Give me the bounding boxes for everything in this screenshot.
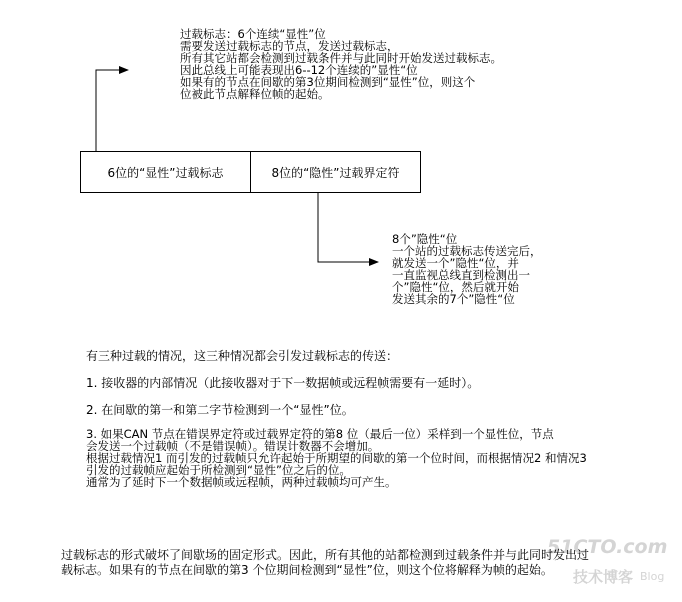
condition-item-3-line: 通常为了延时下一个数据帧或远程帧，两种过载帧均可产生。: [86, 475, 397, 489]
right-note-line: 就发送一个”隐性“位，并: [392, 256, 519, 270]
right-note-line: 个”隐性“位，然后就开始: [392, 280, 519, 294]
top-note-line: 因此总线上可能表现出6--12个连续的”显性“位: [180, 63, 418, 77]
right-note-line: 一个站的过载标志传送完后，: [392, 244, 542, 258]
overload-frame-box: [80, 151, 421, 193]
condition-item-3-line: 会发送一个过载帧（不是错误帧）。错误计数器不会增加。: [86, 439, 380, 453]
condition-item-2: 2. 在间歇的第一和第二字节检测到一个“显性”位。: [86, 403, 354, 417]
footer-line: 载标志。如果有的节点在间歇的第3 个位期间检测到“显性”位，则这个位将解释为帧的起始。: [61, 563, 553, 577]
right-note-line: 8个”隐性“位: [392, 232, 458, 246]
overload-delimiter-cell: 8位的“隐性”过载界定符: [250, 152, 420, 192]
watermark-site: 51CTO.com: [547, 536, 668, 558]
top-note-line: 所有其它站都会检测到过载条件并与此同时开始发送过载标志。: [180, 51, 502, 65]
top-note-line: 位被此节点解释位帧的起始。: [180, 87, 330, 101]
right-note: [392, 233, 542, 305]
condition-item-3-line: 根据过载情况1 而引发的过载帧只允许起始于所期望的间歇的第一个位时间，而根据情况2 和情况3: [86, 451, 587, 465]
top-note-line: 过载标志：6个连续“显性”位: [180, 27, 326, 41]
condition-item-3: [86, 428, 587, 488]
footer-paragraph: [61, 548, 589, 578]
conditions-intro: 有三种过载的情况，这三种情况都会引发过载标志的传送：: [86, 349, 399, 363]
footer-line: 过载标志的形式破坏了间歇场的固定形式。因此，所有其他的站都检测到过载条件并与此同时发出过: [61, 548, 590, 562]
top-note-line: 如果有的节点在间歇的第3位期间检测到“显性”位，则这个: [180, 75, 476, 89]
right-note-line: 发送其余的7个”隐性“位: [392, 292, 515, 306]
condition-item-3-line: 3. 如果CAN 节点在错误界定符或过载界定符的第8 位（最后一位）采样到一个显性位，节点: [86, 427, 554, 441]
top-note-line: 需要发送过载标志的节点，发送过载标志，: [180, 39, 399, 53]
overload-flag-cell: 6位的“显性”过载标志: [107, 165, 224, 180]
arrow-to-right-note: [318, 193, 378, 262]
watermark-blog-en: Blog: [640, 570, 665, 583]
watermark-blog-cn: 技术博客: [573, 568, 634, 586]
right-note-line: 一直监视总线直到检测出一: [392, 268, 530, 282]
condition-item-3-line: 引发的过载帧应起始于所检测到“显性”位之后的位。: [86, 463, 351, 477]
arrow-to-top-note: [96, 70, 128, 151]
condition-item-1: 1. 接收器的内部情况（此接收器对于下一数据帧或远程帧需要有一延时）。: [86, 376, 480, 390]
